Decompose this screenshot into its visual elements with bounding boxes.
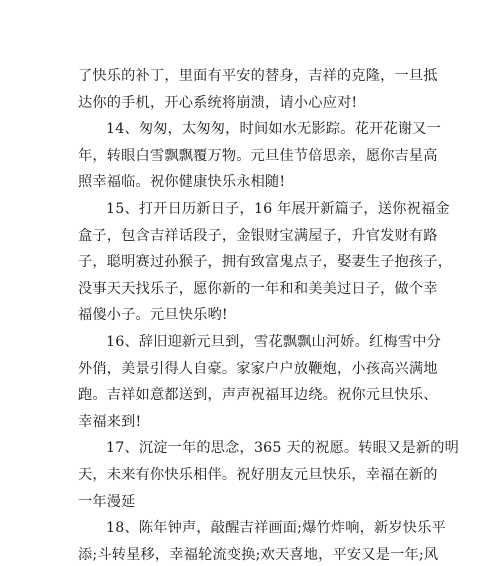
text-line: 了快乐的补丁，里面有平安的替身，吉祥的克隆，一旦抵 [78,68,438,84]
text-line: 年，转眼白雪飘飘覆万物。元旦佳节倍思亲，愿你吉星高 [78,147,438,164]
text-line: 18、陈年钟声，敲醒吉祥画面;爆竹炸响，新岁快乐平 [106,520,446,537]
text-line: 照幸福临。祝你健康快乐永相随! [78,174,286,191]
text-line: 17、沉淀一年的思念，365 天的祝愿。转眼又是新的明 [106,440,459,457]
text-line: 子，聪明赛过孙猴子，拥有致富鬼点子，娶妻生子抱孩子， [78,254,453,271]
text-line: 外俏，美景引得人自豪。家家户户放鞭炮，小孩高兴满地 [78,360,438,377]
document-body [78,63,459,566]
text-line: 14、匆匆，太匆匆，时间如水无影踪。花开花谢又一 [106,121,441,138]
text-line: 跑。吉祥如意都送到，声声祝福耳边绕。祝你元旦快乐、 [78,387,438,404]
text-line: 福傻小子。元旦快乐哟! [78,307,228,324]
text-line: 幸福来到! [78,413,142,430]
text-line: 盒子，包含吉祥话段子，金银财宝满屋子，升官发财有路 [78,227,438,244]
text-line: 15、打开日历新日子，16 年展开新篇子，送你祝福金 [106,200,450,217]
text-line: 16、辞旧迎新元旦到，雪花飘飘山河娇。红梅雪中分 [106,333,441,350]
text-line: 一年漫延 [78,493,136,510]
text-line: 没事天天找乐子，愿你新的一年和和美美过日子，做个幸 [78,280,438,297]
text-line: 天，未来有你快乐相伴。祝好朋友元旦快乐，幸福在新的 [78,466,438,483]
text-line: 达你的手机，开心系统将崩溃，请小心应对! [78,94,358,111]
text-line: 添;斗转星移，幸福轮流变换;欢天喜地，平安又是一年;风 [78,546,439,563]
